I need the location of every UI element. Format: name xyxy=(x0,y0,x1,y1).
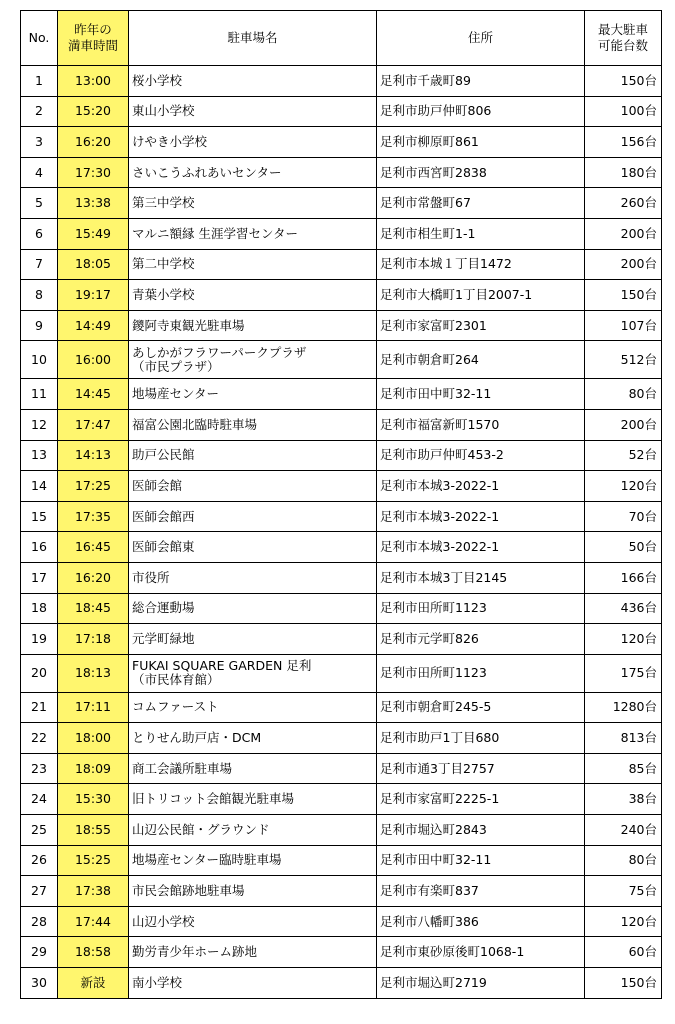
parking-name: 市民会館跡地駐車場 xyxy=(132,883,245,899)
table-row xyxy=(21,692,662,723)
table-row xyxy=(21,937,662,968)
table-row xyxy=(21,501,662,532)
row-number: 5 xyxy=(21,188,58,219)
address-cell: 足利市大橋町1丁目2007-1 xyxy=(377,280,585,311)
row-number: 25 xyxy=(21,815,58,846)
full-time-cell: 15:20 xyxy=(58,96,129,127)
address-cell: 足利市有楽町837 xyxy=(377,876,585,907)
table-row xyxy=(21,562,662,593)
parking-name-cell xyxy=(129,937,377,968)
full-time-cell: 16:45 xyxy=(58,532,129,563)
address-cell: 足利市田所町1123 xyxy=(377,654,585,692)
row-number: 4 xyxy=(21,157,58,188)
parking-name: 青葉小学校 xyxy=(132,286,195,302)
row-number: 27 xyxy=(21,876,58,907)
capacity-cell: 813台 xyxy=(585,723,662,754)
parking-name: 鑁阿寺東観光駐車場 xyxy=(132,317,245,333)
parking-name: 旧トリコット会館観光駐車場 xyxy=(132,791,295,807)
capacity-cell: 436台 xyxy=(585,593,662,624)
table-row xyxy=(21,188,662,219)
parking-name: 助戸公民館 xyxy=(132,447,195,463)
table-row xyxy=(21,157,662,188)
full-time-cell: 18:55 xyxy=(58,815,129,846)
full-time-cell: 16:20 xyxy=(58,562,129,593)
full-time-cell: 18:13 xyxy=(58,654,129,692)
parking-name: とりせん助戸店・DCM xyxy=(132,730,262,746)
row-number: 26 xyxy=(21,845,58,876)
address-cell: 足利市東砂原後町1068-1 xyxy=(377,937,585,968)
parking-name-cell xyxy=(129,501,377,532)
row-number: 17 xyxy=(21,562,58,593)
header-row xyxy=(21,11,662,66)
row-number: 18 xyxy=(21,593,58,624)
full-time-cell: 15:30 xyxy=(58,784,129,815)
table-row xyxy=(21,723,662,754)
parking-name: あしかがフラワーパークプラザ xyxy=(132,344,307,360)
header-cap-line2: 可能台数 xyxy=(597,38,648,53)
capacity-cell: 175台 xyxy=(585,654,662,692)
parking-name: 商工会議所駐車場 xyxy=(132,760,233,776)
address-cell: 足利市助戸仲町806 xyxy=(377,96,585,127)
table-row xyxy=(21,409,662,440)
parking-name-cell xyxy=(129,784,377,815)
parking-name-note: （市民体育館） xyxy=(132,672,220,688)
parking-name: 医師会館西 xyxy=(132,508,195,524)
table-row xyxy=(21,784,662,815)
parking-name-cell xyxy=(129,593,377,624)
row-number: 2 xyxy=(21,96,58,127)
address-cell: 足利市千歳町89 xyxy=(377,66,585,97)
row-number: 3 xyxy=(21,127,58,158)
row-number: 28 xyxy=(21,906,58,937)
table-row xyxy=(21,753,662,784)
header-no: No. xyxy=(21,11,58,66)
table-body xyxy=(21,66,662,999)
full-time-cell: 18:05 xyxy=(58,249,129,280)
address-cell: 足利市田中町32-11 xyxy=(377,845,585,876)
address-cell: 足利市朝倉町264 xyxy=(377,341,585,379)
parking-name-cell xyxy=(129,409,377,440)
row-number: 8 xyxy=(21,280,58,311)
parking-name-note: （市民プラザ） xyxy=(132,358,220,374)
capacity-cell: 80台 xyxy=(585,845,662,876)
table-row xyxy=(21,845,662,876)
full-time-cell: 新設 xyxy=(58,968,129,999)
table-row xyxy=(21,249,662,280)
row-number: 22 xyxy=(21,723,58,754)
address-cell: 足利市助戸1丁目680 xyxy=(377,723,585,754)
full-time-cell: 17:11 xyxy=(58,692,129,723)
address-cell: 足利市本城3-2022-1 xyxy=(377,501,585,532)
parking-name-cell xyxy=(129,624,377,655)
full-time-cell: 14:49 xyxy=(58,310,129,341)
table-row xyxy=(21,66,662,97)
parking-name-cell xyxy=(129,723,377,754)
capacity-cell: 200台 xyxy=(585,409,662,440)
capacity-cell: 75台 xyxy=(585,876,662,907)
full-time-cell: 19:17 xyxy=(58,280,129,311)
row-number: 16 xyxy=(21,532,58,563)
capacity-cell: 50台 xyxy=(585,532,662,563)
table-row xyxy=(21,815,662,846)
parking-name-cell xyxy=(129,753,377,784)
full-time-cell: 18:45 xyxy=(58,593,129,624)
address-cell: 足利市本城3-2022-1 xyxy=(377,532,585,563)
full-time-cell: 15:49 xyxy=(58,218,129,249)
full-time-cell: 13:38 xyxy=(58,188,129,219)
parking-name: 第三中学校 xyxy=(132,195,195,211)
capacity-cell: 150台 xyxy=(585,66,662,97)
parking-name: 市役所 xyxy=(132,569,170,585)
address-cell: 足利市堀込町2843 xyxy=(377,815,585,846)
capacity-cell: 1280台 xyxy=(585,692,662,723)
parking-name-cell xyxy=(129,968,377,999)
capacity-cell: 166台 xyxy=(585,562,662,593)
full-time-cell: 15:25 xyxy=(58,845,129,876)
header-max-capacity xyxy=(585,11,662,66)
parking-name-cell xyxy=(129,127,377,158)
parking-name: 医師会館 xyxy=(132,477,183,493)
address-cell: 足利市田中町32-11 xyxy=(377,379,585,410)
address-cell: 足利市家富町2225-1 xyxy=(377,784,585,815)
capacity-cell: 120台 xyxy=(585,906,662,937)
row-number: 29 xyxy=(21,937,58,968)
table-row xyxy=(21,968,662,999)
header-time-line2: 満車時間 xyxy=(67,38,118,53)
row-number: 9 xyxy=(21,310,58,341)
row-number: 14 xyxy=(21,471,58,502)
row-number: 7 xyxy=(21,249,58,280)
parking-name-cell xyxy=(129,218,377,249)
address-cell: 足利市助戸仲町453-2 xyxy=(377,440,585,471)
full-time-cell: 16:20 xyxy=(58,127,129,158)
parking-name-cell xyxy=(129,692,377,723)
parking-name: 医師会館東 xyxy=(132,539,195,555)
header-last-year-full-time xyxy=(58,11,129,66)
capacity-cell: 240台 xyxy=(585,815,662,846)
parking-name-cell xyxy=(129,532,377,563)
capacity-cell: 120台 xyxy=(585,471,662,502)
parking-name: FUKAI SQUARE GARDEN 足利 xyxy=(132,658,312,674)
full-time-cell: 17:18 xyxy=(58,624,129,655)
row-number: 21 xyxy=(21,692,58,723)
parking-name-cell xyxy=(129,310,377,341)
row-number: 12 xyxy=(21,409,58,440)
address-cell: 足利市元学町826 xyxy=(377,624,585,655)
parking-name: 勤労青少年ホーム跡地 xyxy=(132,944,258,960)
full-time-cell: 17:25 xyxy=(58,471,129,502)
parking-name-cell xyxy=(129,471,377,502)
parking-name: 総合運動場 xyxy=(132,600,195,616)
address-cell: 足利市柳原町861 xyxy=(377,127,585,158)
parking-name: 桜小学校 xyxy=(132,72,183,88)
capacity-cell: 52台 xyxy=(585,440,662,471)
parking-name-cell xyxy=(129,341,377,379)
row-number: 13 xyxy=(21,440,58,471)
parking-name: 福富公園北臨時駐車場 xyxy=(132,416,258,432)
parking-name-cell xyxy=(129,188,377,219)
table-row xyxy=(21,906,662,937)
table-row xyxy=(21,532,662,563)
full-time-cell: 18:00 xyxy=(58,723,129,754)
parking-name-cell xyxy=(129,280,377,311)
capacity-cell: 80台 xyxy=(585,379,662,410)
address-cell: 足利市福富新町1570 xyxy=(377,409,585,440)
full-time-cell: 18:58 xyxy=(58,937,129,968)
parking-name: けやき小学校 xyxy=(132,133,208,149)
table-row xyxy=(21,593,662,624)
capacity-cell: 156台 xyxy=(585,127,662,158)
full-time-cell: 17:30 xyxy=(58,157,129,188)
table-row xyxy=(21,379,662,410)
header-address: 住所 xyxy=(377,11,585,66)
address-cell: 足利市本城3-2022-1 xyxy=(377,471,585,502)
address-cell: 足利市相生町1-1 xyxy=(377,218,585,249)
parking-lot-table xyxy=(20,10,662,999)
full-time-cell: 14:45 xyxy=(58,379,129,410)
parking-name-cell xyxy=(129,96,377,127)
capacity-cell: 85台 xyxy=(585,753,662,784)
table-row xyxy=(21,471,662,502)
parking-name: 山辺小学校 xyxy=(132,913,195,929)
row-number: 10 xyxy=(21,341,58,379)
full-time-cell: 18:09 xyxy=(58,753,129,784)
table-row xyxy=(21,440,662,471)
table-row xyxy=(21,310,662,341)
address-cell: 足利市西宮町2838 xyxy=(377,157,585,188)
full-time-cell: 17:35 xyxy=(58,501,129,532)
parking-name: マルニ額縁 生涯学習センター xyxy=(132,225,298,241)
parking-name: 南小学校 xyxy=(132,974,183,990)
row-number: 15 xyxy=(21,501,58,532)
parking-name-cell xyxy=(129,249,377,280)
address-cell: 足利市田所町1123 xyxy=(377,593,585,624)
parking-name-cell xyxy=(129,876,377,907)
capacity-cell: 60台 xyxy=(585,937,662,968)
capacity-cell: 180台 xyxy=(585,157,662,188)
parking-name: さいこうふれあいセンター xyxy=(132,164,282,180)
address-cell: 足利市朝倉町245-5 xyxy=(377,692,585,723)
full-time-cell: 17:47 xyxy=(58,409,129,440)
row-number: 24 xyxy=(21,784,58,815)
parking-name: 東山小学校 xyxy=(132,103,195,119)
capacity-cell: 38台 xyxy=(585,784,662,815)
header-time-line1: 昨年の xyxy=(74,22,112,37)
table-row xyxy=(21,876,662,907)
table-row xyxy=(21,624,662,655)
full-time-cell: 17:44 xyxy=(58,906,129,937)
row-number: 30 xyxy=(21,968,58,999)
row-number: 6 xyxy=(21,218,58,249)
parking-name: 地場産センター xyxy=(132,386,220,402)
table-row xyxy=(21,218,662,249)
address-cell: 足利市常盤町67 xyxy=(377,188,585,219)
row-number: 11 xyxy=(21,379,58,410)
capacity-cell: 150台 xyxy=(585,280,662,311)
parking-name: コムファースト xyxy=(132,699,219,715)
capacity-cell: 260台 xyxy=(585,188,662,219)
address-cell: 足利市本城3丁目2145 xyxy=(377,562,585,593)
capacity-cell: 200台 xyxy=(585,249,662,280)
address-cell: 足利市通3丁目2757 xyxy=(377,753,585,784)
parking-name-cell xyxy=(129,157,377,188)
address-cell: 足利市本城１丁目1472 xyxy=(377,249,585,280)
parking-name-cell xyxy=(129,66,377,97)
address-cell: 足利市家富町2301 xyxy=(377,310,585,341)
full-time-cell: 14:13 xyxy=(58,440,129,471)
parking-name-cell xyxy=(129,906,377,937)
capacity-cell: 70台 xyxy=(585,501,662,532)
table-row xyxy=(21,280,662,311)
table-row xyxy=(21,341,662,379)
address-cell: 足利市八幡町386 xyxy=(377,906,585,937)
row-number: 19 xyxy=(21,624,58,655)
parking-name-cell xyxy=(129,379,377,410)
full-time-cell: 16:00 xyxy=(58,341,129,379)
row-number: 1 xyxy=(21,66,58,97)
parking-name: 元学町緑地 xyxy=(132,630,195,646)
capacity-cell: 120台 xyxy=(585,624,662,655)
capacity-cell: 107台 xyxy=(585,310,662,341)
row-number: 20 xyxy=(21,654,58,692)
parking-name: 第二中学校 xyxy=(132,256,195,272)
capacity-cell: 200台 xyxy=(585,218,662,249)
header-cap-line1: 最大駐車 xyxy=(597,22,648,37)
parking-name-cell xyxy=(129,654,377,692)
parking-name: 地場産センター臨時駐車場 xyxy=(132,852,282,868)
table-row xyxy=(21,654,662,692)
capacity-cell: 150台 xyxy=(585,968,662,999)
parking-name-cell xyxy=(129,562,377,593)
parking-name-cell xyxy=(129,815,377,846)
table-row xyxy=(21,127,662,158)
address-cell: 足利市堀込町2719 xyxy=(377,968,585,999)
full-time-cell: 13:00 xyxy=(58,66,129,97)
parking-name: 山辺公民館・グラウンド xyxy=(132,821,270,837)
parking-name-cell xyxy=(129,845,377,876)
table-row xyxy=(21,96,662,127)
capacity-cell: 512台 xyxy=(585,341,662,379)
capacity-cell: 100台 xyxy=(585,96,662,127)
row-number: 23 xyxy=(21,753,58,784)
full-time-cell: 17:38 xyxy=(58,876,129,907)
header-parking-name: 駐車場名 xyxy=(129,11,377,66)
parking-name-cell xyxy=(129,440,377,471)
